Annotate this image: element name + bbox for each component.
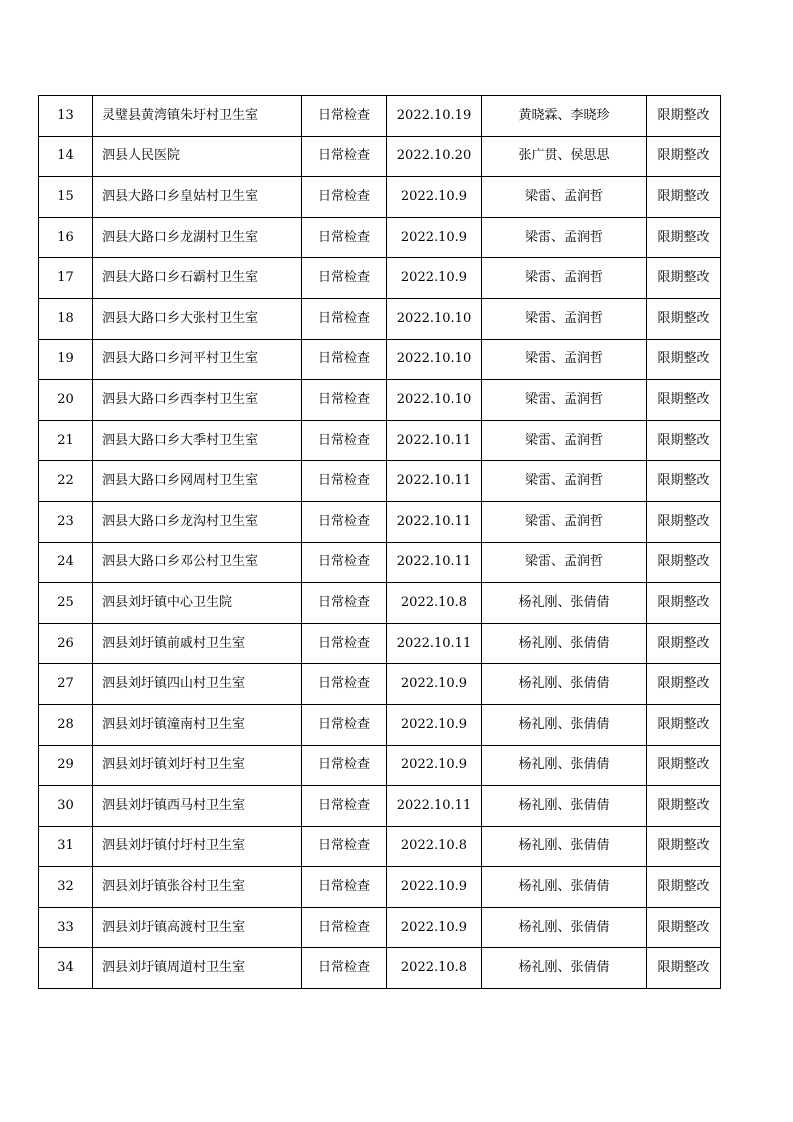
table-row: [39, 826, 721, 867]
institution-name-cell: 泗县大路口乡邓公村卫生室: [93, 542, 302, 583]
inspection-type-cell: 日常检查: [302, 177, 387, 218]
inspectors-cell: 杨礼刚、张倩倩: [482, 704, 647, 745]
inspection-date-cell: 2022.10.11: [387, 542, 482, 583]
institution-name-cell: 泗县大路口乡网周村卫生室: [93, 461, 302, 502]
inspectors-cell: 梁雷、孟润哲: [482, 217, 647, 258]
inspection-date-cell: 2022.10.20: [387, 136, 482, 177]
row-number-cell: 30: [39, 786, 93, 827]
inspection-date-cell: 2022.10.11: [387, 420, 482, 461]
row-number-cell: 24: [39, 542, 93, 583]
inspection-date-cell: 2022.10.9: [387, 664, 482, 705]
table-row: [39, 339, 721, 380]
result-cell: 限期整改: [647, 380, 721, 421]
result-cell: 限期整改: [647, 217, 721, 258]
inspectors-cell: 梁雷、孟润哲: [482, 420, 647, 461]
table-row: [39, 623, 721, 664]
institution-name-cell: 泗县刘圩镇张谷村卫生室: [93, 867, 302, 908]
institution-name-cell: 泗县大路口乡河平村卫生室: [93, 339, 302, 380]
inspection-date-cell: 2022.10.11: [387, 786, 482, 827]
inspectors-cell: 杨礼刚、张倩倩: [482, 867, 647, 908]
inspection-type-cell: 日常检查: [302, 461, 387, 502]
table-row: [39, 177, 721, 218]
row-number-cell: 19: [39, 339, 93, 380]
inspectors-cell: 梁雷、孟润哲: [482, 501, 647, 542]
row-number-cell: 26: [39, 623, 93, 664]
institution-name-cell: 泗县大路口乡石霸村卫生室: [93, 258, 302, 299]
institution-name-cell: 泗县大路口乡大季村卫生室: [93, 420, 302, 461]
inspection-date-cell: 2022.10.11: [387, 623, 482, 664]
table-row: [39, 704, 721, 745]
result-cell: 限期整改: [647, 420, 721, 461]
table-body: [39, 96, 721, 989]
inspection-date-cell: 2022.10.10: [387, 298, 482, 339]
inspection-type-cell: 日常检查: [302, 786, 387, 827]
inspectors-cell: 梁雷、孟润哲: [482, 298, 647, 339]
table-row: [39, 96, 721, 137]
inspectors-cell: 张广贯、侯思思: [482, 136, 647, 177]
result-cell: 限期整改: [647, 704, 721, 745]
inspection-date-cell: 2022.10.8: [387, 583, 482, 624]
inspection-type-cell: 日常检查: [302, 501, 387, 542]
inspectors-cell: 杨礼刚、张倩倩: [482, 826, 647, 867]
inspectors-cell: 杨礼刚、张倩倩: [482, 664, 647, 705]
row-number-cell: 28: [39, 704, 93, 745]
result-cell: 限期整改: [647, 96, 721, 137]
inspectors-cell: 杨礼刚、张倩倩: [482, 786, 647, 827]
inspection-type-cell: 日常检查: [302, 948, 387, 989]
inspection-type-cell: 日常检查: [302, 420, 387, 461]
inspection-type-cell: 日常检查: [302, 664, 387, 705]
table-row: [39, 786, 721, 827]
result-cell: 限期整改: [647, 623, 721, 664]
inspectors-cell: 梁雷、孟润哲: [482, 542, 647, 583]
result-cell: 限期整改: [647, 258, 721, 299]
table-row: [39, 501, 721, 542]
inspection-type-cell: 日常检查: [302, 623, 387, 664]
result-cell: 限期整改: [647, 461, 721, 502]
institution-name-cell: 泗县刘圩镇西马村卫生室: [93, 786, 302, 827]
inspection-type-cell: 日常检查: [302, 542, 387, 583]
inspectors-cell: 梁雷、孟润哲: [482, 339, 647, 380]
inspection-date-cell: 2022.10.10: [387, 380, 482, 421]
inspection-type-cell: 日常检查: [302, 907, 387, 948]
institution-name-cell: 泗县刘圩镇前戚村卫生室: [93, 623, 302, 664]
institution-name-cell: 泗县刘圩镇高渡村卫生室: [93, 907, 302, 948]
inspection-type-cell: 日常检查: [302, 339, 387, 380]
row-number-cell: 27: [39, 664, 93, 705]
institution-name-cell: 泗县刘圩镇周道村卫生室: [93, 948, 302, 989]
result-cell: 限期整改: [647, 298, 721, 339]
inspectors-cell: 杨礼刚、张倩倩: [482, 948, 647, 989]
inspection-type-cell: 日常检查: [302, 217, 387, 258]
result-cell: 限期整改: [647, 583, 721, 624]
result-cell: 限期整改: [647, 745, 721, 786]
inspection-date-cell: 2022.10.9: [387, 258, 482, 299]
inspection-date-cell: 2022.10.8: [387, 826, 482, 867]
row-number-cell: 31: [39, 826, 93, 867]
table-row: [39, 867, 721, 908]
result-cell: 限期整改: [647, 501, 721, 542]
institution-name-cell: 泗县刘圩镇四山村卫生室: [93, 664, 302, 705]
table-row: [39, 420, 721, 461]
table-row: [39, 298, 721, 339]
inspection-date-cell: 2022.10.9: [387, 704, 482, 745]
inspection-date-cell: 2022.10.9: [387, 867, 482, 908]
institution-name-cell: 泗县人民医院: [93, 136, 302, 177]
result-cell: 限期整改: [647, 907, 721, 948]
result-cell: 限期整改: [647, 664, 721, 705]
table-row: [39, 907, 721, 948]
row-number-cell: 29: [39, 745, 93, 786]
institution-name-cell: 泗县大路口乡龙湖村卫生室: [93, 217, 302, 258]
institution-name-cell: 泗县大路口乡西李村卫生室: [93, 380, 302, 421]
table-row: [39, 217, 721, 258]
inspection-date-cell: 2022.10.11: [387, 461, 482, 502]
row-number-cell: 34: [39, 948, 93, 989]
inspection-date-cell: 2022.10.11: [387, 501, 482, 542]
table-row: [39, 258, 721, 299]
inspection-date-cell: 2022.10.10: [387, 339, 482, 380]
row-number-cell: 16: [39, 217, 93, 258]
row-number-cell: 25: [39, 583, 93, 624]
inspection-date-cell: 2022.10.9: [387, 745, 482, 786]
result-cell: 限期整改: [647, 786, 721, 827]
inspectors-cell: 杨礼刚、张倩倩: [482, 623, 647, 664]
institution-name-cell: 泗县大路口乡大张村卫生室: [93, 298, 302, 339]
institution-name-cell: 泗县大路口乡龙沟村卫生室: [93, 501, 302, 542]
inspectors-cell: 梁雷、孟润哲: [482, 461, 647, 502]
inspection-date-cell: 2022.10.9: [387, 217, 482, 258]
row-number-cell: 21: [39, 420, 93, 461]
inspection-type-cell: 日常检查: [302, 298, 387, 339]
row-number-cell: 14: [39, 136, 93, 177]
result-cell: 限期整改: [647, 542, 721, 583]
inspection-type-cell: 日常检查: [302, 380, 387, 421]
table-row: [39, 461, 721, 502]
institution-name-cell: 泗县刘圩镇潼南村卫生室: [93, 704, 302, 745]
inspection-type-cell: 日常检查: [302, 745, 387, 786]
inspection-date-cell: 2022.10.8: [387, 948, 482, 989]
row-number-cell: 23: [39, 501, 93, 542]
inspectors-cell: 杨礼刚、张倩倩: [482, 745, 647, 786]
institution-name-cell: 泗县大路口乡皇姑村卫生室: [93, 177, 302, 218]
inspection-type-cell: 日常检查: [302, 136, 387, 177]
table-row: [39, 380, 721, 421]
inspection-type-cell: 日常检查: [302, 583, 387, 624]
inspection-type-cell: 日常检查: [302, 704, 387, 745]
result-cell: 限期整改: [647, 136, 721, 177]
institution-name-cell: 泗县刘圩镇付圩村卫生室: [93, 826, 302, 867]
institution-name-cell: 灵璧县黄湾镇朱圩村卫生室: [93, 96, 302, 137]
inspectors-cell: 梁雷、孟润哲: [482, 258, 647, 299]
row-number-cell: 32: [39, 867, 93, 908]
result-cell: 限期整改: [647, 867, 721, 908]
table-row: [39, 745, 721, 786]
row-number-cell: 15: [39, 177, 93, 218]
inspection-date-cell: 2022.10.9: [387, 177, 482, 218]
institution-name-cell: 泗县刘圩镇中心卫生院: [93, 583, 302, 624]
inspection-type-cell: 日常检查: [302, 96, 387, 137]
institution-name-cell: 泗县刘圩镇刘圩村卫生室: [93, 745, 302, 786]
row-number-cell: 33: [39, 907, 93, 948]
inspection-type-cell: 日常检查: [302, 867, 387, 908]
table-row: [39, 948, 721, 989]
table-row: [39, 542, 721, 583]
inspectors-cell: 杨礼刚、张倩倩: [482, 583, 647, 624]
table-row: [39, 583, 721, 624]
result-cell: 限期整改: [647, 177, 721, 218]
inspection-date-cell: 2022.10.9: [387, 907, 482, 948]
result-cell: 限期整改: [647, 948, 721, 989]
row-number-cell: 22: [39, 461, 93, 502]
row-number-cell: 13: [39, 96, 93, 137]
row-number-cell: 18: [39, 298, 93, 339]
table-row: [39, 136, 721, 177]
inspection-type-cell: 日常检查: [302, 258, 387, 299]
inspection-date-cell: 2022.10.19: [387, 96, 482, 137]
row-number-cell: 20: [39, 380, 93, 421]
inspectors-cell: 黄晓霖、李晓珍: [482, 96, 647, 137]
inspectors-cell: 梁雷、孟润哲: [482, 380, 647, 421]
inspectors-cell: 梁雷、孟润哲: [482, 177, 647, 218]
inspection-records-table: [38, 95, 721, 989]
row-number-cell: 17: [39, 258, 93, 299]
inspection-type-cell: 日常检查: [302, 826, 387, 867]
result-cell: 限期整改: [647, 826, 721, 867]
inspectors-cell: 杨礼刚、张倩倩: [482, 907, 647, 948]
table-row: [39, 664, 721, 705]
result-cell: 限期整改: [647, 339, 721, 380]
